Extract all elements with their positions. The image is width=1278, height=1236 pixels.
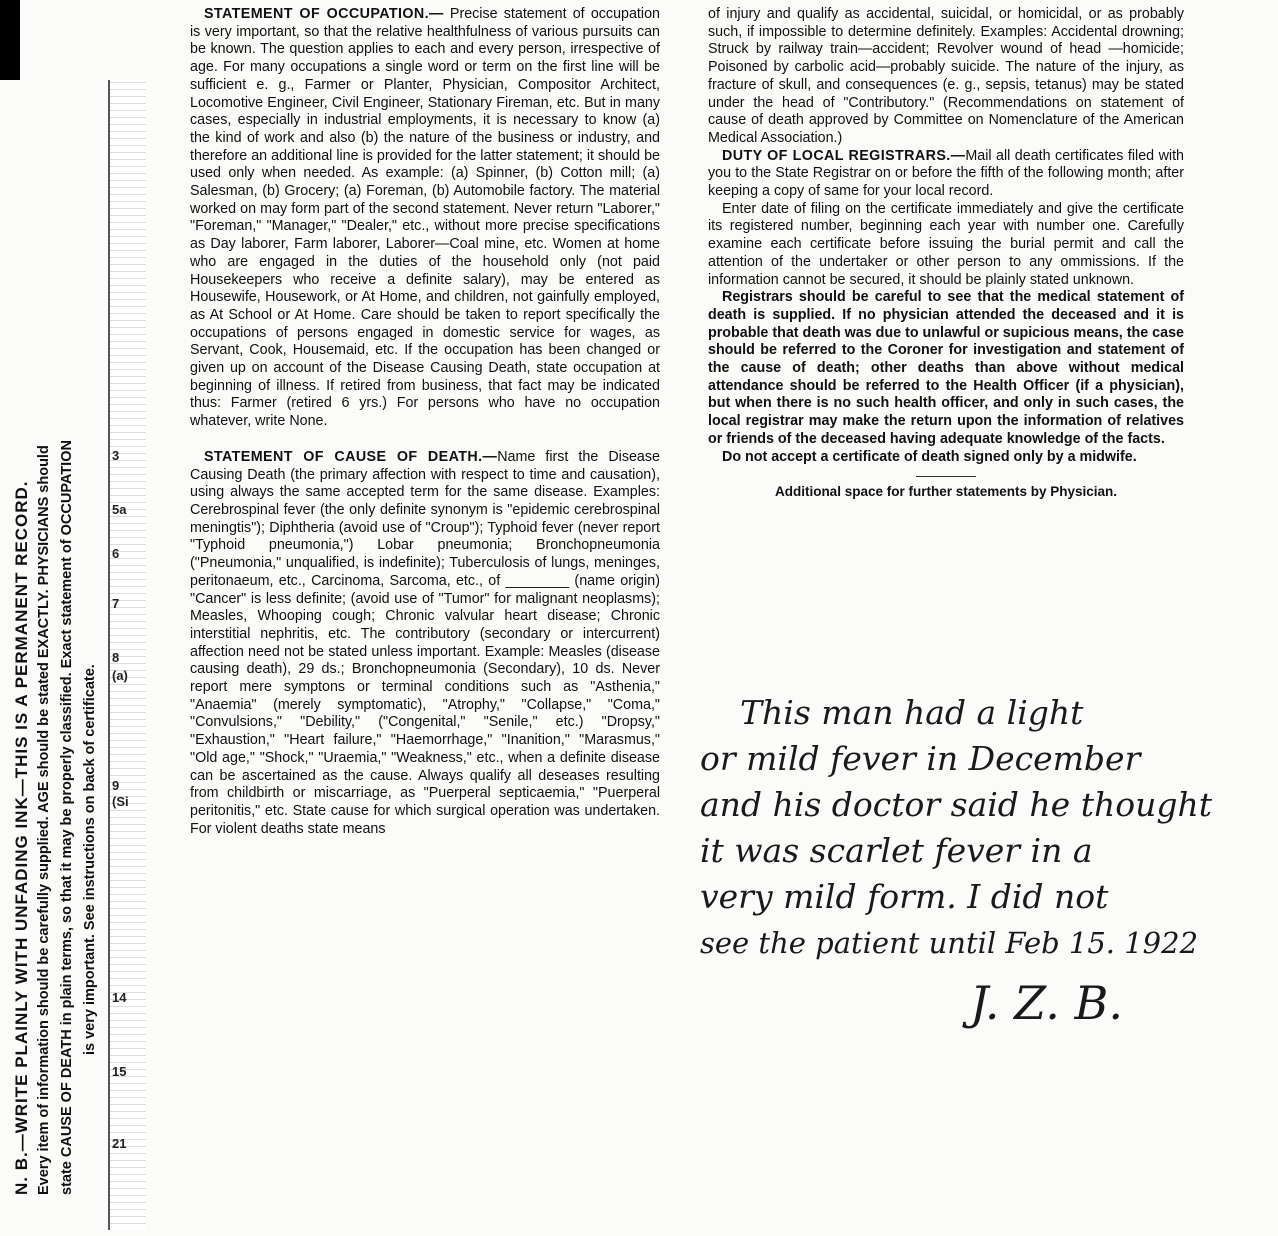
duty-text-3: Registrars should be careful to see that the medical statement of death is supplied. If no physician attended the deceased and it is probable that death was due to unlawful or supicious means, the case should be referred to the Coroner for investigation and statement of the cause of death; other deaths than above without medical attendance should be referred to the Health Officer (if a physician), but when there is no such health officer, and only in such cases, the local registrar may make the return upon the information of relatives or friends of the deceased having adequate knowledge of the facts.: [708, 289, 1184, 447]
duty-section: [708, 148, 1184, 201]
form-cell: 3: [112, 448, 120, 463]
margin-line-4: is very important. See instructions on back of certificate.: [82, 664, 98, 1055]
form-cell: 14: [112, 990, 127, 1005]
form-cell: 21: [112, 1136, 127, 1151]
occupation-text: Precise statement of occupation is very important, so that the relative healthfulness of various pursuits can be known. The question applies to each and every person, irrespective of age. For many occupations a single word or term on the first line will be sufficient e. g., Farmer or Planter, Physician, Compositor Architect, Locomotive Engineer, Civil Engineer, Stationary Fireman, etc. But in many cases, especially in industrial employments, it is necessary to know (a) the kind of work and also (b) the nature of the business or industry, and therefore an additional line is provided for the latter statement; it should be used only when needed. As example: (a) Spinner, (b) Cotton mill; (a) Salesman, (b) Grocery; (a) Foreman, (b) Automobile factory. The material worked on may form part of the second statement. Never return "Laborer," "Foreman," "Manager," "Dealer," etc., without more precise specifications as Day laborer, Farm laborer, Laborer—Coal mine, etc. Women at home who are engaged in the duties of the household only (not paid Housekeepers who receive a definite salary), may be entered as Housewife, Housework, or At Home, and children, not gainfully employed, as At School or At Home. Care should be taken to report specifically the occupations of persons engaged in domestic service for wages, as Servant, Cook, Housemaid, etc. If the occupation has been changed or given up on account of the Disease Causing Death, state occupation at beginning of illness. If retired from business, that fact may be indicated thus: Farmer (retired 6 yrs.) For persons who have no occupation whatever, write None.: [190, 6, 660, 430]
cause-continued-text: of injury and qualify as accidental, suicidal, or homicidal, or as probably such, if impossible to determine definitely. Examples: Accidental drowning; Struck by railway train—accident; Revolver wound of head —homicide; Poisoned by carbolic acid—probably suicide. The nature of the injury, as fracture of skull, and consequences (e. g., sepsis, tetanus) may be stated under the head of "Contributory." (Recommendations on statement of cause of death approved by Committee on Nomenclature of the American Medical Association.): [708, 6, 1184, 146]
left-column: [190, 6, 660, 838]
occupation-heading: STATEMENT OF OCCUPATION.—: [204, 6, 444, 22]
form-cell: 5a: [112, 502, 127, 517]
margin-line-3: state CAUSE OF DEATH in plain terms, so that it may be properly classified. Exact statement of OCCUPATION: [59, 440, 75, 1195]
scan-edge-bar: [0, 0, 20, 80]
additional-space-label: Additional space for further statements by Physician.: [774, 484, 1118, 500]
cause-section: [190, 449, 660, 838]
handwriting-line: This man had a light: [740, 693, 1084, 732]
section-divider: [916, 476, 976, 477]
duty-text-1: Mail all death certificates filed with you to the State Registrar on or before the fifth of the following month; after keeping a copy of same for your local record.: [708, 147, 1184, 200]
form-cell: (a): [112, 668, 128, 683]
handwriting-line: see the patient until Feb 15. 1922: [700, 926, 1199, 960]
form-cell: 9: [112, 778, 120, 793]
handwriting-line: and his doctor said he thought: [700, 785, 1212, 824]
form-edge-strip: [108, 80, 146, 1230]
right-column: [708, 6, 1184, 501]
handwriting-line: very mild form. I did not: [700, 877, 1109, 916]
handwriting-line: it was scarlet fever in a: [700, 831, 1093, 870]
margin-instructions: [10, 90, 110, 1200]
physician-handwritten-statement: [700, 690, 1270, 1030]
margin-line-2: Every item of information should be carefully supplied. AGE should be stated EXACTLY. PHYSICIANS should: [36, 445, 52, 1195]
form-cell: (Si: [112, 794, 129, 809]
form-cell: 6: [112, 546, 120, 561]
form-cell: 8: [112, 650, 120, 665]
duty-text-2: Enter date of filing on the certificate immediately and give the certificate its registered number, beginning each year with number one. Carefully examine each certificate before issuing the burial permit and call the attention of the undertaker or other person to any ommissions. If the information cannot be secured, it should be plainly stated unknown.: [708, 200, 1184, 288]
form-cell: 7: [112, 596, 120, 611]
occupation-section: [190, 6, 660, 431]
physician-initials-signature: J. Z. B.: [970, 976, 1123, 1030]
cause-heading: STATEMENT OF CAUSE OF DEATH.—: [204, 448, 498, 465]
duty-text-4: Do not accept a certificate of death signed only by a midwife.: [722, 448, 1137, 465]
handwriting-line: or mild fever in December: [700, 739, 1141, 778]
cause-text: Name first the Disease Causing Death (the primary affection with respect to time and causation), using always the same accepted term for the same disease. Examples: Cerebrospinal fever (the only definite synonym is "epidemic cerebrospinal meningtis"); Diphtheria (avoid use of "Croup"); Typhoid fever (never report "Typhoid pneumonia,") Lobar pneumonia; Bronchopneumonia ("Pneumonia," unqualified, is indefinite); Tuberculosis of lungs, meninges, peritonaeum, etc., Carcinoma, Sarcoma, etc., of ________ (name origin) "Cancer" is less definite; (avoid use of "Tumor" for malignant neoplasms); Measles, Whooping cough; Chronic valvular heart disease; Chronic interstitial nephritis, etc. The contributory (secondary or intercurrent) affection need not be stated unless important. Example: Measles (disease causing death), 29 ds.; Bronchopneumonia (Secondary), 10 ds. Never report mere symptons or terminal conditions such as "Asthenia," "Anaemia" (merely symptomatic), "Atrophy," "Collapse," "Coma," "Convulsions," "Debility," ("Congenital," "Senile," etc.) "Dropsy," "Exhaustion," "Heart failure," "Haemorrhage," "Inanition," "Marasmus," "Old age," "Shock," "Uraemia," "Weakness," etc., when a definite disease can be ascertained as the cause. Always qualify all deseases resulting from childbirth or miscarriage, as "Puerperal septicaemia," "Puerperal peritonitis," etc. State cause for which surgical operation was undertaken. For violent deaths state means: [190, 448, 660, 837]
margin-instructions-text: [10, 95, 102, 1195]
margin-line-1: N. B.—WRITE PLAINLY WITH UNFADING INK—THIS IS A PERMANENT RECORD.: [12, 480, 31, 1195]
form-cell: 15: [112, 1064, 127, 1079]
duty-heading: DUTY OF LOCAL REGISTRARS.—: [722, 147, 966, 164]
